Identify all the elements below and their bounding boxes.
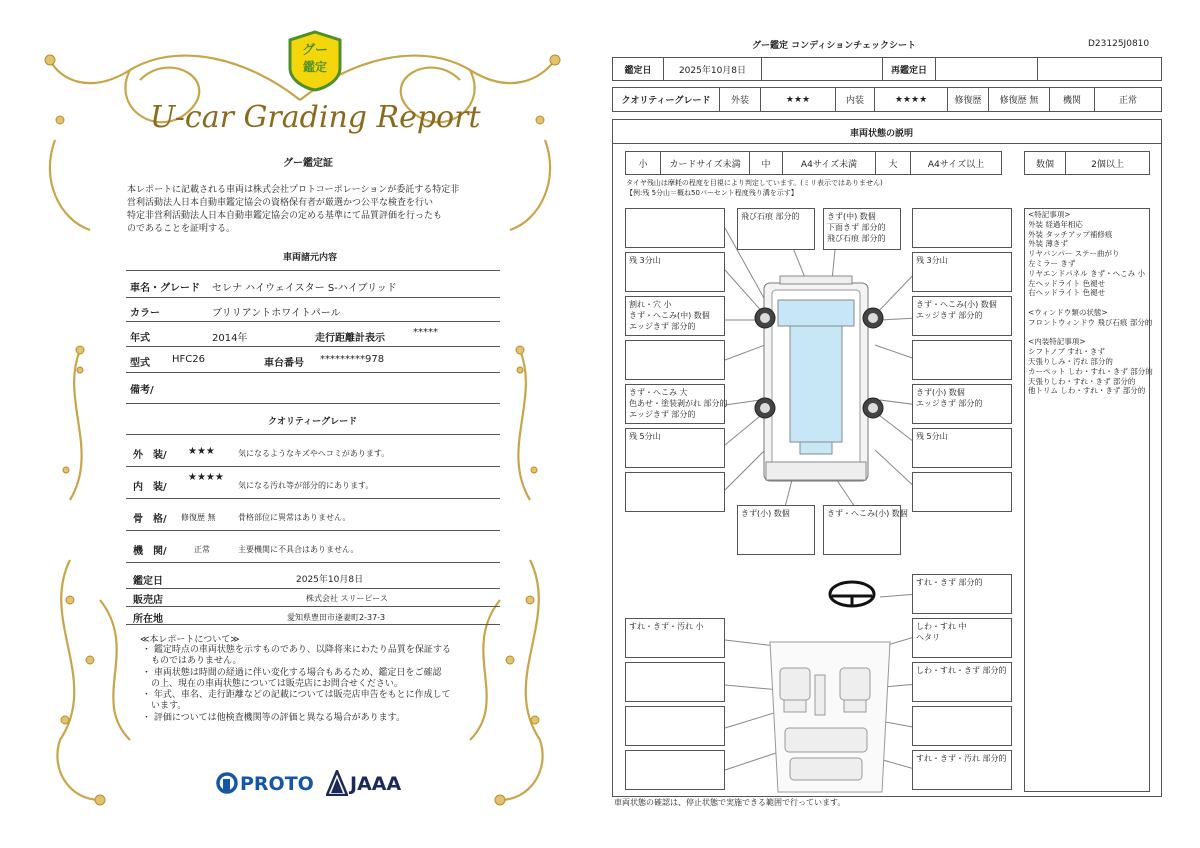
sheet-title: グー鑑定 コンディションチェックシート (752, 41, 916, 51)
label-right-middle-blank (912, 340, 1012, 380)
svg-text:グー: グー (301, 43, 329, 58)
count-label: 数個 (1024, 151, 1066, 175)
quality-engine-value: 正常 (194, 545, 210, 554)
label-line: ヘタリ (916, 633, 940, 642)
size-small-label: 小 (625, 151, 661, 175)
divider (126, 321, 500, 322)
certificate-title: グー鑑定証 (283, 158, 333, 169)
divider (126, 588, 500, 589)
tire-example: 【例:残 5分山＝概ね50パーセント程度残り溝を示す】 (626, 189, 798, 197)
divider (126, 372, 500, 373)
label-line: しわ・すれ 中 (916, 622, 967, 631)
note-line: 左ヘッドライト 色褪せ (1028, 278, 1106, 288)
note-line: <ウィンドウ類の状態> (1028, 307, 1108, 317)
note-line: 外装 経過年相応 (1028, 219, 1083, 229)
divider (126, 530, 500, 531)
label-tire-rear-left: 残 5分山 (625, 428, 725, 468)
spec-mileage-label: 走行距離計表示 (315, 333, 385, 344)
note-line: 天張りしわ・すれ・きず 部分的 (1028, 376, 1136, 386)
quality-engine-desc: 主要機関に不具合はありません。 (238, 545, 359, 554)
label-front-center: 飛び石痕 部分的 (737, 208, 815, 250)
divider (126, 434, 500, 435)
note-line: 右ヘッドライト 色褪せ (1028, 288, 1106, 298)
spec-remarks-label: 備考/ (130, 385, 154, 396)
address-label: 所在地 (133, 614, 163, 625)
label-line: エッジきず 部分的 (916, 399, 983, 408)
label-right-rear (912, 384, 1012, 424)
spec-model-value: HFC26 (172, 354, 205, 365)
quality-interior-desc: 気になる汚れ等が部分的にあります。 (238, 481, 374, 490)
label-tire-front-right: 残 3分山 (912, 252, 1012, 292)
label-left-front (625, 296, 725, 336)
spec-color-label: カラー (130, 308, 160, 319)
appraisal-date-label: 鑑定日 (133, 576, 163, 587)
jaaa-logo-icon (326, 770, 348, 796)
size-medium-label: 中 (749, 151, 783, 175)
dealer-value: 株式会社 スリーピース (306, 594, 388, 603)
svg-text:鑑定: 鑑定 (302, 60, 328, 74)
interior-label: 内装 (835, 87, 875, 112)
spec-year-value: 2014年 (212, 333, 248, 344)
divider (126, 624, 500, 625)
label-tire-front-left: 残 3分山 (625, 252, 725, 292)
intro-line: 本レポートに記載される車両は株式会社プロトコーポレーションが委託する特定非 (127, 185, 460, 195)
label-front-left-blank (625, 208, 725, 248)
note-line: カーペット しわ・すれ・きず 部分的 (1028, 366, 1153, 376)
label-left-rear (625, 384, 728, 424)
label-front-right-blank (912, 208, 1012, 248)
appraisal-date-value: 2025年10月8日 (296, 575, 364, 585)
about-line: ・ 鑑定時点の車両状態を示すものであり、以降将来にわたり品質を保証する (142, 645, 451, 655)
spec-name-value: セレナ ハイウェイスター S-ハイブリッド (212, 283, 397, 294)
note-line: 外装 タッチアップ補修痕 (1028, 229, 1113, 239)
quality-frame-label: 骨 格/ (133, 514, 167, 525)
size-large-label: 大 (875, 151, 911, 175)
appraisal-date-value: 2025年10月8日 (663, 57, 762, 81)
divider (126, 403, 500, 404)
label-line: エッジきず 部分的 (629, 322, 696, 331)
certificate-intro (127, 184, 459, 236)
spec-model-label: 型式 (130, 358, 150, 369)
spec-color-value: ブリリアントホワイトパール (212, 308, 341, 319)
divider (126, 466, 500, 467)
about-line: ・ 車両状態は時間の経過に伴い変化する場合もあるため、鑑定日をご確認 (142, 667, 442, 678)
divider (126, 346, 500, 347)
about-line: ・ 評価については他検査機関等の評価と異なる場合があります。 (142, 712, 405, 723)
note-line: 外装 薄きず (1028, 239, 1068, 249)
label-seat-right-2: しわ・すれ・きず 部分的 (912, 662, 1012, 702)
quality-engine-label: 機 関/ (133, 546, 167, 557)
label-seat-right-1 (912, 618, 1012, 658)
size-medium-desc: A4サイズ未満 (782, 151, 876, 175)
section-title: 車両状態の説明 (850, 129, 914, 139)
spec-chassis-value: *********978 (320, 354, 385, 365)
note-line: フロントウィンドウ 飛び石痕 部分的 (1028, 317, 1153, 327)
divider (126, 270, 500, 271)
label-steering: すれ・きず 部分的 (912, 574, 1012, 614)
label-rear-right-blank (912, 472, 1012, 512)
label-front-right (823, 208, 901, 250)
divider (126, 606, 500, 607)
engine-value: 正常 (1094, 87, 1162, 112)
spec-year-label: 年式 (130, 333, 150, 344)
divider (126, 562, 500, 563)
label-left-middle-blank (625, 340, 725, 380)
quality-exterior-label: 外 装/ (133, 450, 167, 461)
label-line: きず・へこみ 大 (629, 388, 688, 397)
size-small-desc: カードサイズ未満 (660, 151, 750, 175)
intro-line: 特定非営利活動法人日本自動車鑑定協会の定める基準にて品質評価を行ったも (127, 211, 443, 221)
label-right-front (912, 296, 1012, 336)
exterior-label: 外装 (719, 87, 761, 112)
about-title: ≪本レポートについて≫ (140, 635, 240, 645)
label-line: きず(小) 数個 (916, 388, 965, 397)
spec-name-label: 車名・グレード (130, 283, 200, 294)
label-rear-left-blank (625, 472, 725, 512)
repair-history-label: 修復歴 (947, 87, 989, 112)
note-line: 天張りしみ・汚れ 部分的 (1028, 356, 1113, 366)
note-line: 左ミラー きず (1028, 258, 1076, 268)
note-line: <内装特記事項> (1028, 337, 1086, 347)
note-line: リヤエンドパネル きず・へこみ 小 (1028, 268, 1145, 278)
label-line: 色あせ・塗装剥がれ 部分的 (629, 399, 728, 408)
label-line: 飛び石痕 部分的 (827, 234, 886, 243)
condition-check-sheet (600, 0, 1200, 848)
about-list (142, 645, 451, 724)
quality-interior-label: 内 装/ (133, 482, 167, 493)
about-line: います。 (142, 701, 187, 712)
label-interior-right-blank (912, 706, 1012, 746)
label-rear-left: きず(小) 数個 (737, 505, 815, 555)
label-tire-rear-right: 残 5分山 (912, 428, 1012, 468)
label-rear-right: きず・へこみ(小) 数個 (823, 505, 901, 555)
goo-kantei-logo-icon (286, 30, 344, 92)
label-line: 割れ・穴 小 (629, 300, 672, 309)
exterior-grade: ★★★ (760, 87, 836, 112)
dealer-label: 販売店 (133, 595, 163, 606)
label-seat-left: すれ・きず・汚れ 小 (625, 618, 725, 658)
report-heading: U-car Grading Report (150, 100, 481, 135)
sheet-footer: 車両状態の確認は、停止状態で実施できる範囲で行っています。 (614, 798, 846, 807)
count-value: 2個以上 (1065, 151, 1150, 175)
note-line: リヤバンパー ステー曲がり (1028, 249, 1120, 259)
note-line: <特記事項> (1028, 210, 1071, 219)
proto-brand: PROTO (240, 773, 314, 795)
proto-logo-icon (216, 770, 238, 796)
about-line: の上、現在の車両状態については販売店にお問合せください。 (142, 678, 403, 689)
jaaa-brand: JAAA (350, 773, 402, 795)
quality-frame-value: 修復歴 無 (181, 513, 216, 522)
intro-line: のであることを証明する。 (127, 224, 236, 234)
divider (126, 297, 500, 298)
address-value: 愛知県豊田市逢妻町2-37-3 (287, 613, 386, 622)
document-id: D23125J0810 (1088, 39, 1150, 49)
tire-note: タイヤ残山は摩耗の程度を目視により判定しています。(ミリ表示ではありません) (626, 179, 883, 187)
label-interior-left-blank (625, 706, 725, 746)
spec-section-title: 車両諸元内容 (283, 253, 338, 263)
label-line: きず・へこみ(小) 数個 (916, 300, 997, 309)
size-large-desc: A4サイズ以上 (910, 151, 1002, 175)
intro-line: 営利活動法人日本自動車鑑定協会の資格保有者が厳選かつ公平な検査を行い (127, 198, 434, 208)
divider (126, 498, 500, 499)
label-line: きず(中) 数個 (827, 212, 876, 221)
interior-grade: ★★★★ (874, 87, 948, 112)
quality-section-title: クオリティーグレード (268, 417, 358, 427)
quality-grade-label: クオリティーグレード (612, 87, 720, 112)
spec-mileage-value: ***** (413, 327, 438, 338)
quality-exterior-value: ★★★ (188, 446, 215, 457)
quality-frame-desc: 骨格部位に異常はありません。 (238, 513, 351, 522)
engine-label: 機関 (1049, 87, 1095, 112)
note-line: 他トリム しわ・すれ・きず 部分的 (1028, 386, 1146, 396)
repair-history-value: 修復歴 無 (988, 87, 1050, 112)
note-line: シフトノブ すれ・きず (1028, 347, 1105, 357)
label-line: エッジきず 部分的 (629, 410, 696, 419)
label-line: きず・へこみ(中) 数個 (629, 311, 710, 320)
about-line: ・ 年式、車名、走行距離などの記載については販売店申告をもとに作成して (142, 690, 451, 701)
label-line: エッジきず 部分的 (916, 311, 983, 320)
quality-interior-value: ★★★★ (188, 472, 224, 483)
quality-exterior-desc: 気になるようなキズやヘコミがあります。 (238, 449, 390, 458)
label-seat-right-3: すれ・きず・汚れ 部分的 (912, 750, 1012, 790)
label-interior-left-blank (625, 750, 725, 790)
appraisal-date-label: 鑑定日 (612, 57, 664, 81)
label-interior-left-blank (625, 662, 725, 702)
label-line: 下面きず 部分的 (827, 223, 886, 232)
about-line: ものではありません。 (142, 656, 242, 667)
reappraisal-date-label: 再鑑定日 (882, 57, 936, 81)
spec-chassis-label: 車台番号 (264, 358, 304, 369)
